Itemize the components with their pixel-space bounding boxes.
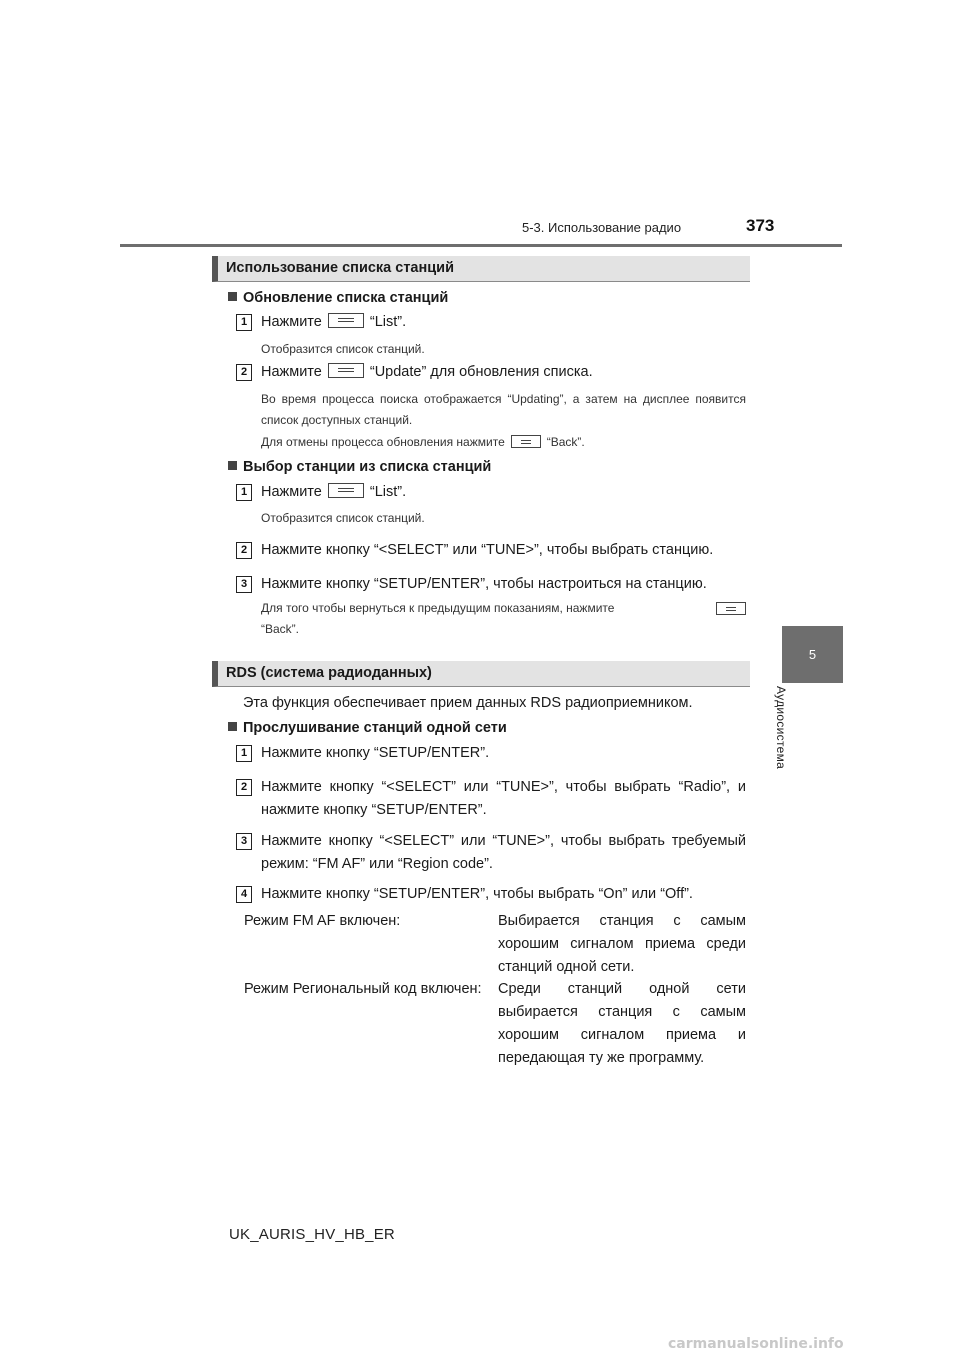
step-text: Нажмите “List”. (261, 484, 407, 500)
menu-button-icon (511, 435, 541, 448)
mode-label: Режим Региональный код включен: (244, 981, 482, 997)
footer-code: UK_AURIS_HV_HB_ER (229, 1226, 395, 1243)
step-text: Нажмите кнопку “<SELECT” или “TUNE>”, чтобы выбрать “Radio”, и нажмите кнопку “SETUP/ENTER”. (261, 779, 746, 818)
step-text: Нажмите “Update” для обновления списка. (261, 364, 593, 380)
step-text: Нажмите кнопку “<SELECT” или “TUNE>”, чтобы выбрать требуемый режим: “FM AF” или “Region code”. (261, 833, 746, 872)
step-number: 3 (236, 833, 252, 850)
section-heading-rds: RDS (система радиоданных) (212, 661, 750, 687)
menu-button-icon (328, 313, 364, 328)
menu-button-icon (328, 483, 364, 498)
mode-label: Режим FM AF включен: (244, 913, 401, 929)
bullet-square-icon (228, 722, 237, 731)
subheading-same-network: Прослушивание станций одной сети (228, 720, 507, 736)
section-heading-station-list: Использование списка станций (212, 256, 750, 282)
step-number: 2 (236, 542, 252, 559)
menu-button-icon (716, 602, 746, 615)
chapter-tab-label: Аудиосистема (774, 686, 788, 770)
page-number: 373 (746, 216, 775, 235)
step-text: Нажмите кнопку “SETUP/ENTER”, чтобы настроиться на станцию. (261, 576, 707, 592)
mode-description: Среди станций одной сети выбирается станция с самым хорошим сигналом приема и передающая ту же программу. (498, 981, 746, 1066)
watermark: carmanualsonline.info (668, 1336, 844, 1352)
bullet-square-icon (228, 292, 237, 301)
chapter-tab-label-wrap (774, 686, 814, 796)
step-number: 1 (236, 314, 252, 331)
menu-button-icon (328, 363, 364, 378)
step-text: Нажмите “List”. (261, 314, 407, 330)
section-intro: Эта функция обеспечивает прием данных RDS радиоприемником. (243, 695, 693, 711)
step-number: 3 (236, 576, 252, 593)
header-divider (120, 244, 842, 247)
step-number: 4 (236, 886, 252, 903)
step-note: Для того чтобы вернуться к предыдущим показаниям, нажмите “Back”. (261, 598, 746, 640)
step-text: Нажмите кнопку “SETUP/ENTER”, чтобы выбрать “On” или “Off”. (261, 886, 693, 902)
bullet-square-icon (228, 461, 237, 470)
step-number: 1 (236, 484, 252, 501)
subheading-update-list: Обновление списка станций (228, 290, 448, 306)
step-text: Нажмите кнопку “<SELECT” или “TUNE>”, чтобы выбрать станцию. (261, 542, 714, 558)
subheading-select-station: Выбор станции из списка станций (228, 459, 491, 475)
step-note: Во время процесса поиска отображается “Updating”, а затем на дисплее появится список доступных станций. (261, 392, 746, 427)
mode-description: Выбирается станция с самым хорошим сигналом приема среди станций одной сети. (498, 913, 746, 975)
step-note: Для отмены процесса обновления нажмите “Back”. (261, 435, 585, 449)
step-number: 1 (236, 745, 252, 762)
chapter-tab: 5 (782, 626, 843, 683)
header-section-title: 5-3. Использование радио (522, 220, 682, 235)
step-note: Отобразится список станций. (261, 342, 425, 356)
step-number: 2 (236, 364, 252, 381)
step-number: 2 (236, 779, 252, 796)
step-text: Нажмите кнопку “SETUP/ENTER”. (261, 745, 490, 761)
step-note: Отобразится список станций. (261, 511, 425, 525)
